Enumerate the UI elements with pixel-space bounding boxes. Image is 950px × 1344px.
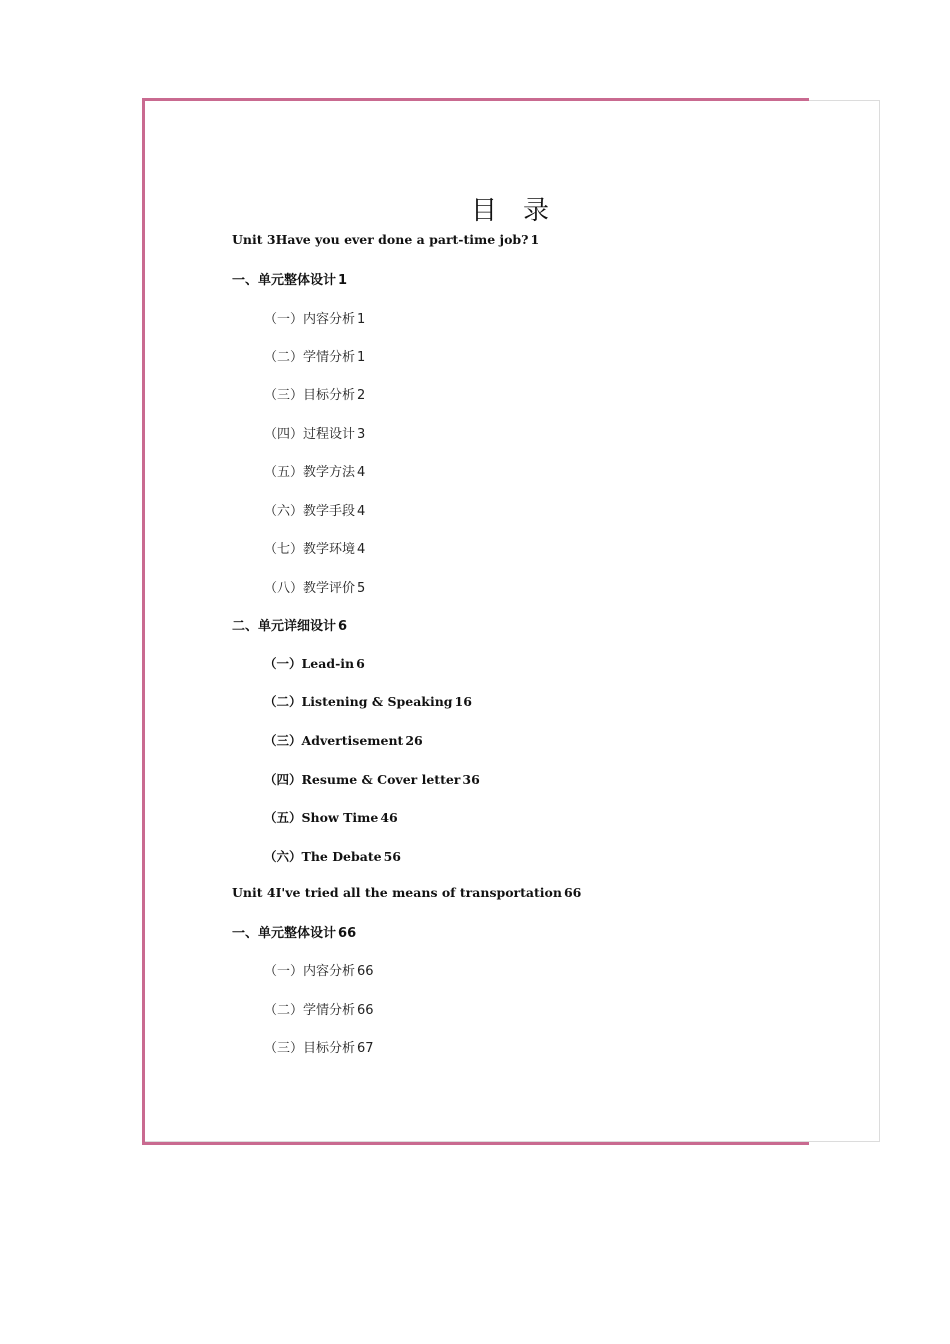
toc-entry-label: Resume & Cover letter: [301, 772, 461, 787]
toc-entry-number: 二、: [232, 619, 259, 634]
toc-entry-label: 单元整体设计: [258, 926, 337, 941]
toc-entry-page: 1: [357, 312, 366, 327]
toc-entry-number: 一、: [232, 273, 259, 288]
toc-entry-label: 教学方法: [303, 465, 356, 480]
toc-entry-label: The Debate: [301, 849, 382, 864]
toc-entry-number: （三）: [264, 388, 304, 403]
toc-entry-number: （一）: [264, 312, 304, 327]
toc-entry-label: 教学环境: [303, 542, 356, 557]
toc-entry-label: 过程设计: [303, 427, 356, 442]
toc-entry-number: Unit 3: [232, 232, 276, 247]
toc-entry-page: 66: [338, 926, 357, 941]
toc-entry-label: I've tried all the means of transportation: [275, 885, 562, 900]
toc-entry-label: Show Time: [301, 810, 379, 825]
toc-entry-label: 教学手段: [303, 504, 356, 519]
toc-entry-number: （八）: [264, 581, 304, 596]
toc-entry-label: Have you ever done a part-time job?: [275, 232, 529, 247]
toc-entry-page: 56: [383, 849, 401, 864]
toc-entry-label: 学情分析: [303, 1003, 356, 1018]
toc-title: 目 录: [470, 196, 549, 226]
toc-entry-number: （二）: [264, 1003, 304, 1018]
toc-entry-number: （五）: [264, 810, 302, 825]
toc-entry-page: 16: [454, 694, 472, 709]
toc-entry-number: （二）: [264, 350, 304, 365]
toc-entry-page: 1: [530, 232, 540, 247]
toc-entry-page: 4: [357, 465, 366, 480]
toc-entry-number: （一）: [264, 656, 302, 671]
toc-entry-page: 4: [357, 504, 366, 519]
toc-entry-page: 66: [357, 1003, 374, 1018]
toc-entry-number: （五）: [264, 465, 304, 480]
toc-entry-label: Advertisement: [301, 733, 404, 748]
toc-entry-page: 2: [357, 388, 366, 403]
toc-entry-page: 67: [357, 1041, 374, 1056]
toc-entry-label: 教学评价: [303, 581, 356, 596]
toc-entry-page: 6: [338, 619, 348, 634]
toc-entry-number: （六）: [264, 504, 304, 519]
toc-entry-number: （七）: [264, 542, 304, 557]
toc-entry-page: 1: [357, 350, 366, 365]
toc-entry-number: （三）: [264, 1041, 304, 1056]
toc-entry-page: 4: [357, 542, 366, 557]
toc-entry-page: 26: [405, 733, 423, 748]
toc-entry-number: （三）: [264, 733, 302, 748]
toc-entry-label: 目标分析: [303, 1041, 356, 1056]
toc-entry-label: 单元详细设计: [258, 619, 337, 634]
toc-entry-number: （四）: [264, 772, 302, 787]
toc-entry-label: 单元整体设计: [258, 273, 337, 288]
toc-entry-number: （一）: [264, 964, 304, 979]
toc-entry-page: 66: [357, 964, 374, 979]
toc-entry-label: 内容分析: [303, 964, 356, 979]
toc-entry-page: 6: [356, 656, 365, 671]
toc-entry-number: Unit 4: [232, 885, 276, 900]
toc-entry-number: （二）: [264, 694, 302, 709]
toc-entry-page: 3: [357, 427, 366, 442]
toc-entry-page: 1: [338, 273, 348, 288]
toc-entry-label: 学情分析: [303, 350, 356, 365]
toc-entry-label: 内容分析: [303, 312, 356, 327]
toc-entry-label: Listening & Speaking: [301, 694, 453, 709]
toc-entry-page: 46: [380, 810, 398, 825]
toc-entry-label: Lead-in: [301, 656, 355, 671]
toc-entry-number: （四）: [264, 427, 304, 442]
toc-entry-page: 36: [462, 772, 480, 787]
toc-entry-number: （六）: [264, 849, 302, 864]
toc-entry-page: 66: [563, 885, 582, 900]
toc-entry-label: 目标分析: [303, 388, 356, 403]
toc-entry-page: 5: [357, 581, 366, 596]
toc-entry-number: 一、: [232, 926, 259, 941]
